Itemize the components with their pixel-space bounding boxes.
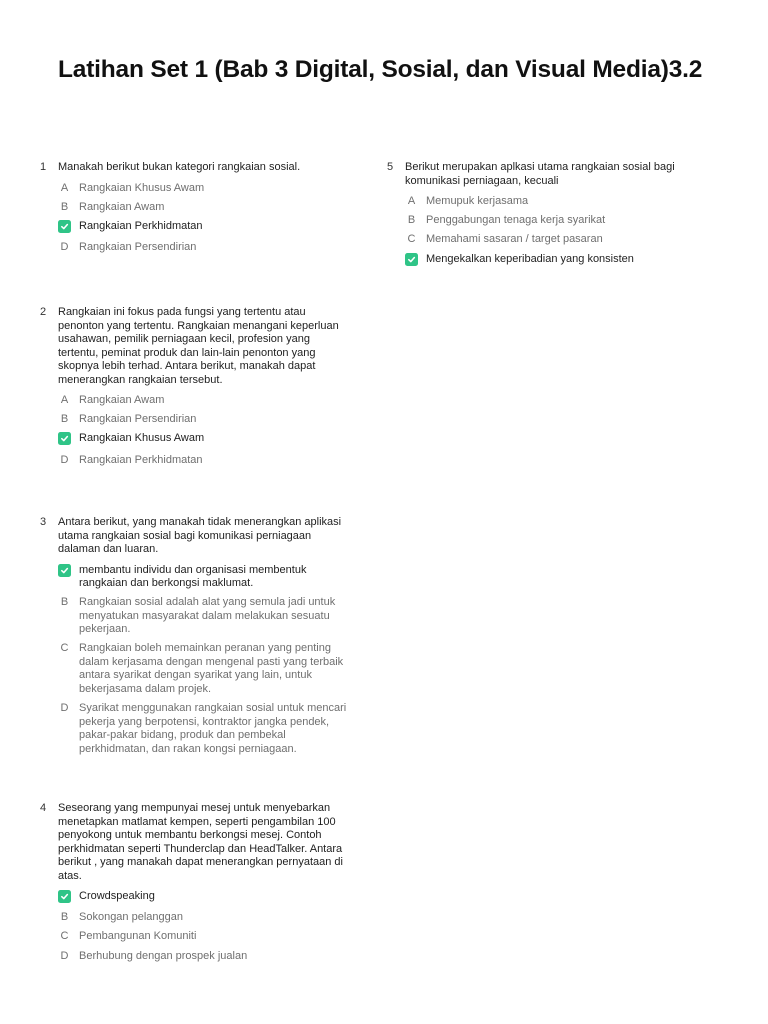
option-letter [58, 454, 79, 468]
answer-option-b[interactable] [58, 413, 352, 427]
checkmark-icon [58, 432, 71, 445]
option-text: Rangkaian Perkhidmatan [79, 453, 203, 466]
option-letter [405, 233, 426, 247]
answer-option-b[interactable] [58, 201, 352, 215]
option-text: Mengekalkan keperibadian yang konsisten [426, 252, 634, 265]
question-text: Berikut merupakan aplkasi utama rangkaian sosial bagi komunikasi perniagaan, kecuali [405, 161, 675, 187]
answer-option-a[interactable] [405, 195, 699, 209]
checkmark-icon [58, 890, 71, 903]
option-letter-text: B [60, 413, 69, 426]
answer-options [387, 195, 699, 268]
option-letter-text: C [407, 233, 416, 246]
option-text: Rangkaian Persendirian [79, 413, 197, 426]
correct-check-icon [405, 253, 426, 269]
option-text: Rangkaian Awam [79, 394, 165, 406]
option-letter-text: B [60, 200, 69, 213]
option-text: Rangkaian Khusus Awam [79, 181, 205, 194]
answer-option-a[interactable] [58, 394, 352, 408]
option-text: Crowdspeaking [79, 890, 155, 902]
checkmark-icon [58, 220, 71, 233]
option-letter [58, 911, 79, 925]
answer-options [40, 890, 352, 963]
page-title: Latihan Set 1 (Bab 3 Digital, Sosial, dan Visual Media)3.2 [58, 56, 703, 83]
answer-option-b[interactable] [58, 911, 352, 925]
option-letter-text: A [60, 394, 69, 406]
option-text: Rangkaian boleh memainkan peranan yang penting dalam kerjasama dengan mengenal pasti yang terbaik antara syarikat dengan syarikat yang lain, untuk bekerjasama dalam projek. [79, 642, 344, 695]
question-header [40, 516, 352, 557]
answer-options [40, 182, 352, 255]
option-text: Rangkaian Perkhidmatan [79, 219, 203, 232]
option-letter-text: C [60, 930, 69, 943]
correct-check-icon [58, 220, 79, 236]
option-letter-text: B [60, 596, 69, 609]
question-number: 4 [40, 802, 47, 814]
answer-option-d[interactable] [405, 253, 699, 269]
question-1 [40, 161, 352, 260]
answer-option-a[interactable] [58, 890, 352, 906]
option-text: membantu individu dan organisasi membentuk rangkaian dan berkongsi maklumat. [79, 563, 307, 589]
answer-option-d[interactable] [58, 241, 352, 255]
answer-option-d[interactable] [58, 950, 352, 964]
option-text: Rangkaian sosial adalah alat yang semula jadi untuk menyatukan masyarakat dalam melakukan sesuatu pekerjaan. [79, 596, 336, 636]
correct-check-icon [58, 432, 79, 448]
question-header [40, 161, 352, 175]
option-letter [58, 394, 79, 408]
option-letter [58, 182, 79, 196]
answer-option-c[interactable] [58, 432, 352, 448]
question-text: Manakah berikut bukan kategori rangkaian sosial. [58, 161, 301, 173]
option-letter [58, 950, 79, 964]
question-number: 1 [40, 161, 47, 173]
question-number: 2 [40, 306, 47, 318]
answer-option-b[interactable] [58, 596, 352, 637]
answer-options [40, 564, 352, 757]
answer-option-d[interactable] [58, 454, 352, 468]
question-4 [40, 802, 352, 969]
option-letter-text: D [60, 241, 69, 254]
option-text: Rangkaian Khusus Awam [79, 432, 205, 445]
option-letter-text: B [60, 911, 69, 924]
question-2 [40, 306, 352, 473]
question-text: Seseorang yang mempunyai mesej untuk menyebarkan menetapkan matlamat kempen, seperti pengambilan 100 penyokong untuk membantu berkongsi mesej. Contoh perkhidmatan seperti Thunderclap dan HeadTalker. Antara berikut , yang manakah dapat menerangkan pernyataan di atas. [58, 802, 343, 882]
option-letter [58, 930, 79, 944]
option-letter [58, 642, 79, 656]
option-letter-text: D [60, 702, 69, 715]
option-letter [58, 702, 79, 716]
correct-check-icon [58, 564, 79, 580]
option-letter [58, 201, 79, 215]
checkmark-icon [405, 253, 418, 266]
question-header [40, 802, 352, 883]
option-text: Pembangunan Komuniti [79, 930, 197, 943]
answer-option-c[interactable] [58, 930, 352, 944]
option-text: Memupuk kerjasama [426, 195, 529, 207]
answer-option-a[interactable] [58, 564, 352, 591]
option-letter-text: A [60, 181, 69, 194]
answer-option-c[interactable] [58, 642, 352, 696]
option-text: Rangkaian Awam [79, 200, 165, 213]
option-letter [405, 214, 426, 228]
answer-option-c[interactable] [58, 220, 352, 236]
option-letter [58, 596, 79, 610]
question-text: Rangkaian ini fokus pada fungsi yang tertentu atau penonton yang tertentu. Rangkaian menangani keperluan usahawan, pemilik perniagaan kecil, profesion yang tertentu, peminat produk dan lain-lain penonton yang skopnya lebih terhad. Antara berikut, manakah dapat menerangkan rangkaian tersebut. [58, 306, 339, 386]
answer-option-d[interactable] [58, 702, 352, 756]
option-text: Rangkaian Persendirian [79, 241, 197, 254]
option-text: Sokongan pelanggan [79, 911, 183, 924]
question-text: Antara berikut, yang manakah tidak menerangkan aplikasi utama rangkaian sosial bagi komunikasi perniagaan dalaman dan luaran. [58, 516, 342, 555]
option-letter-text: D [60, 949, 69, 962]
option-letter-text: B [407, 214, 416, 227]
option-text: Syarikat menggunakan rangkaian sosial untuk mencari pekerja yang berpotensi, kontraktor jangka pendek, pakar-pakar bidang, produk dan pembekal perkhidmatan, dan rakan kongsi perniagaan. [79, 702, 347, 755]
correct-check-icon [58, 890, 79, 906]
question-number: 3 [40, 516, 47, 528]
checkmark-icon [58, 564, 71, 577]
option-text: Memahami sasaran / target pasaran [426, 233, 603, 246]
answer-option-b[interactable] [405, 214, 699, 228]
answer-option-a[interactable] [58, 182, 352, 196]
question-number: 5 [387, 161, 394, 173]
option-text: Berhubung dengan prospek jualan [79, 949, 248, 962]
option-letter [58, 413, 79, 427]
question-3 [40, 516, 352, 762]
option-letter-text: D [60, 453, 69, 466]
answer-options [40, 394, 352, 467]
question-5 [387, 161, 699, 274]
question-header [40, 306, 352, 387]
question-header [387, 161, 699, 188]
option-letter [58, 241, 79, 255]
option-text: Penggabungan tenaga kerja syarikat [426, 214, 606, 227]
option-letter-text: A [407, 195, 416, 207]
option-letter-text: C [60, 642, 69, 655]
answer-option-c[interactable] [405, 233, 699, 247]
option-letter [405, 195, 426, 209]
